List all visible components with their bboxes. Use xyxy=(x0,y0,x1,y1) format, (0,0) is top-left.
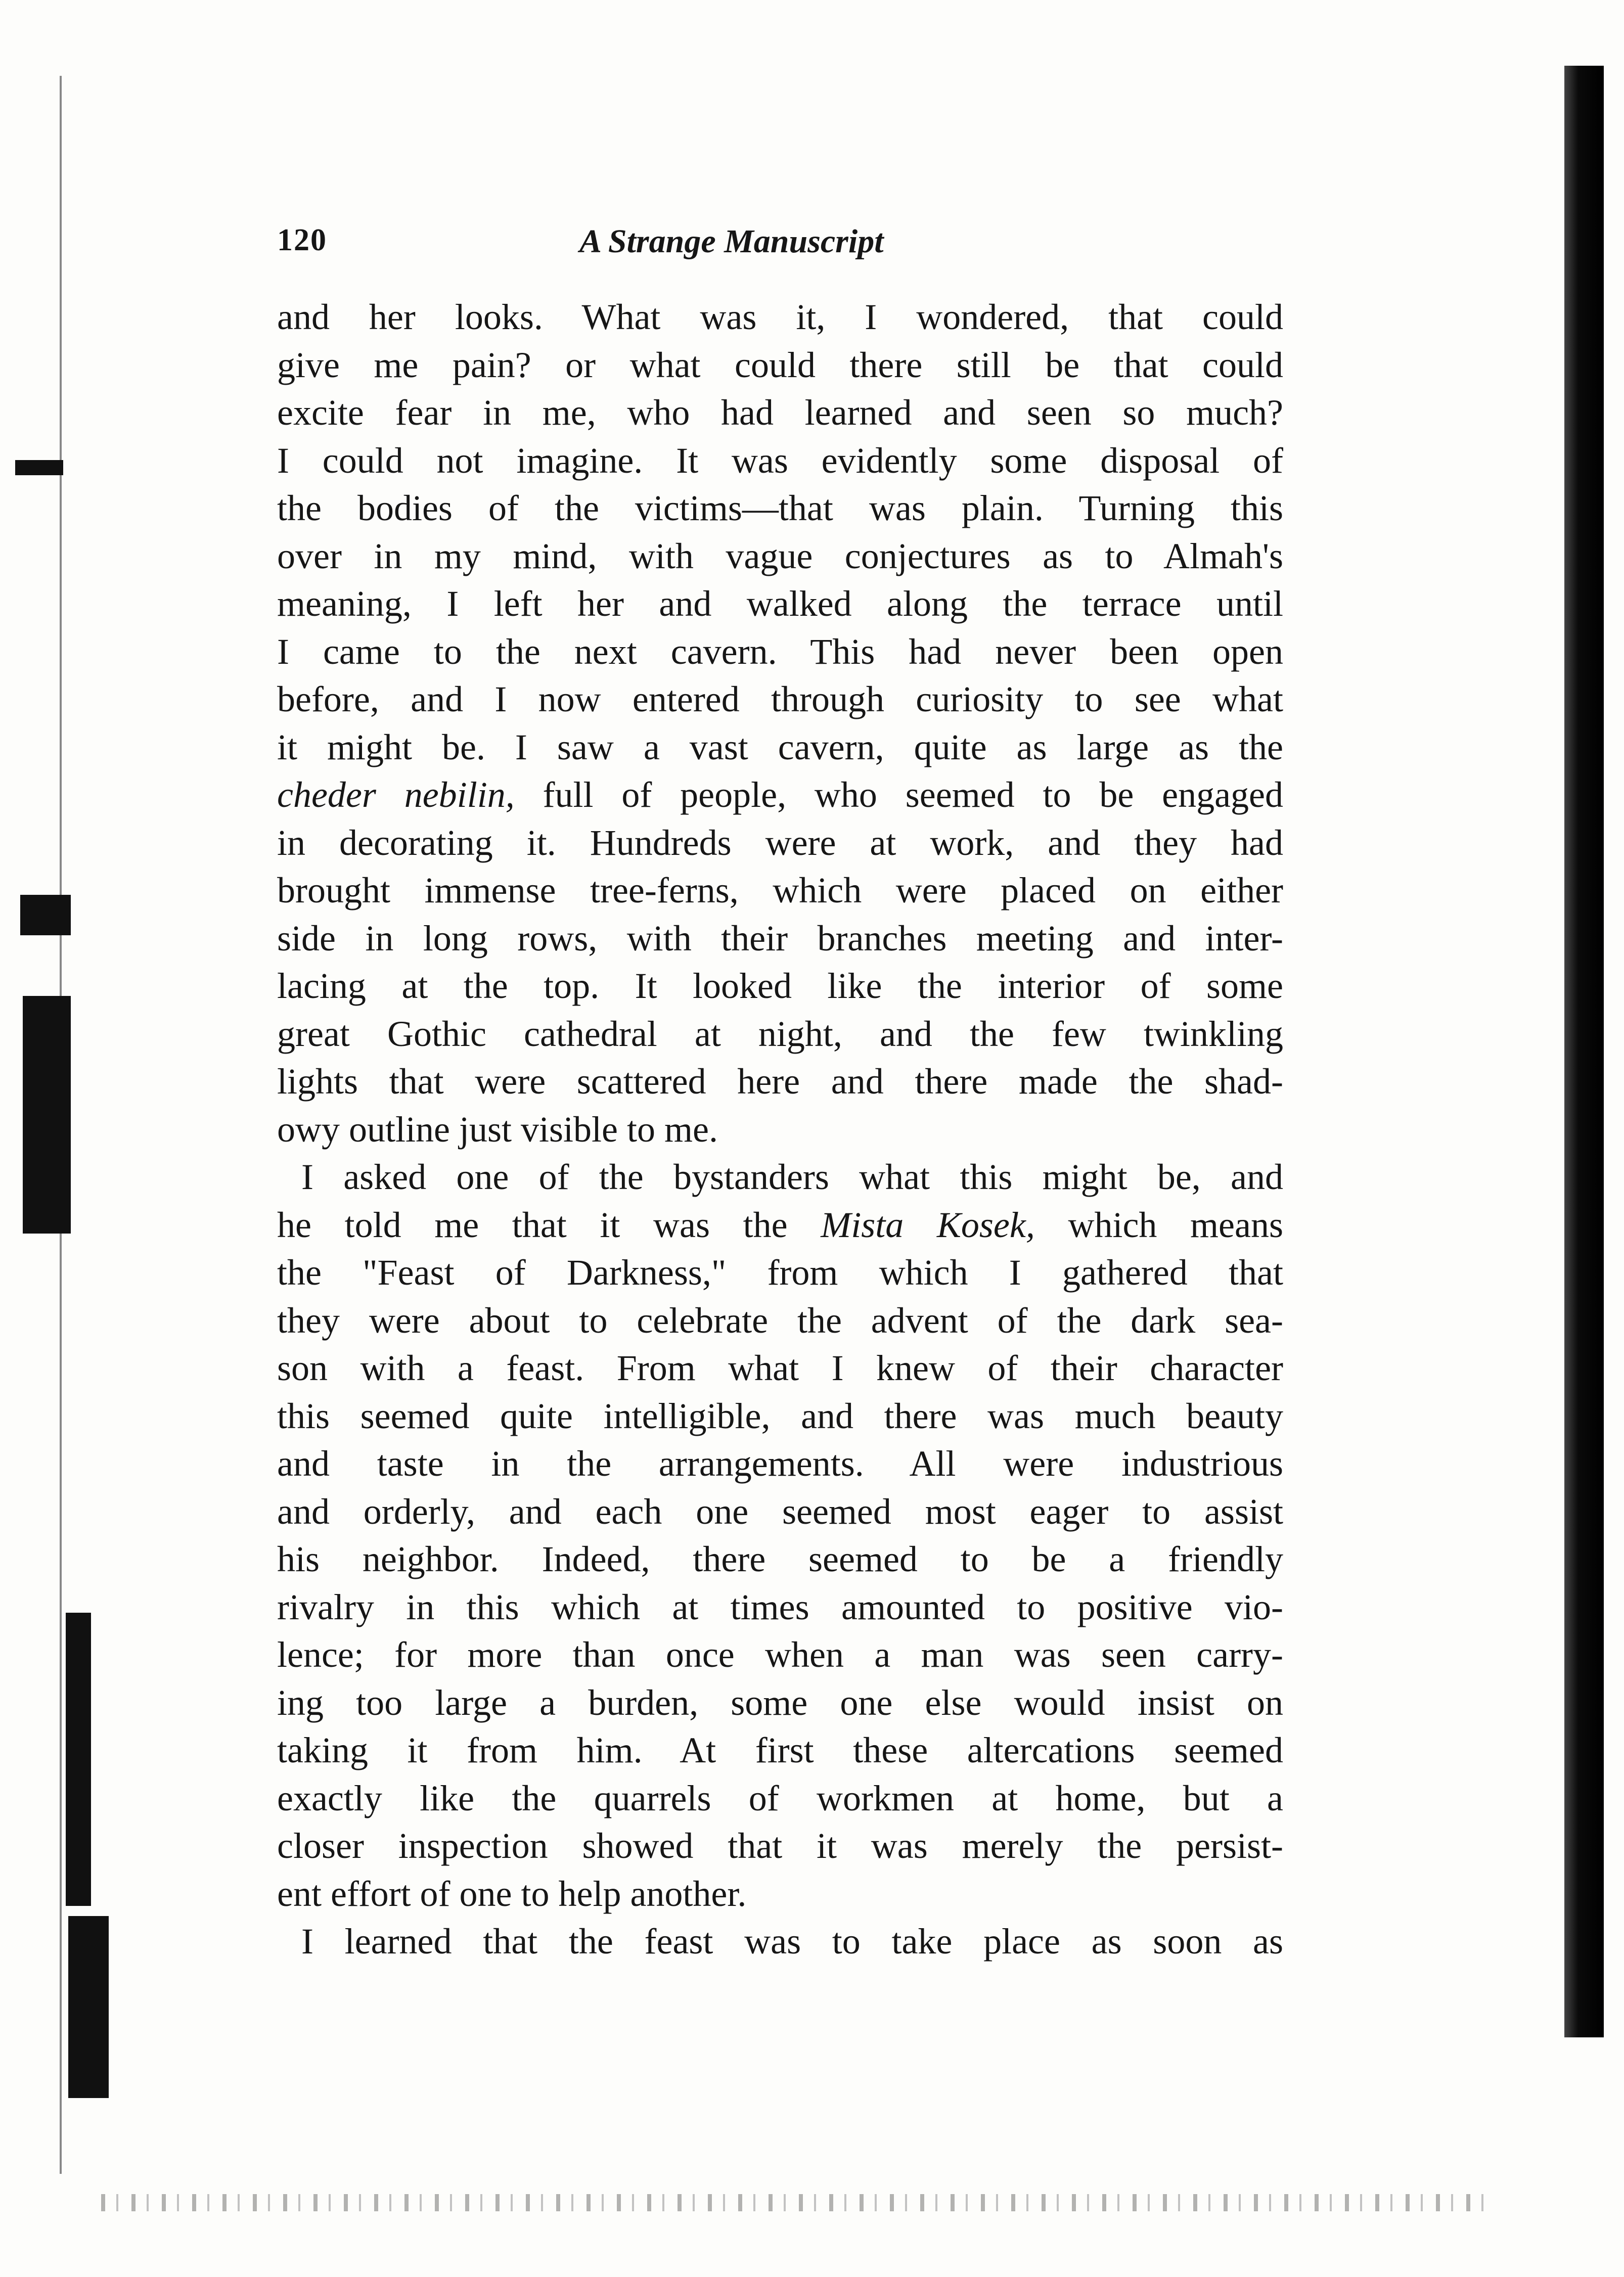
text-line: ent effort of one to help another. xyxy=(277,1873,747,1914)
scan-margin-mark xyxy=(15,460,63,475)
text-line: they were about to celebrate the advent of the dark sea- xyxy=(277,1300,1283,1341)
text-line: I could not imagine. It was evidently some disposal of xyxy=(277,440,1283,481)
text-line: and taste in the arrangements. All were industrious xyxy=(277,1443,1283,1484)
text-run: he told me that it was the xyxy=(277,1204,821,1245)
text-line: his neighbor. Indeed, there seemed to be a friendly xyxy=(277,1539,1283,1579)
text-line: and her looks. What was it, I wondered, that could xyxy=(277,297,1283,337)
text-line: and orderly, and each one seemed most eager to assist xyxy=(277,1491,1283,1532)
text-line xyxy=(277,1201,1283,1249)
text-line: over in my mind, with vague conjectures as to Almah's xyxy=(277,535,1283,576)
text-line: brought immense tree-ferns, which were placed on either xyxy=(277,870,1283,910)
scan-margin-mark xyxy=(66,1613,91,1906)
text-run: full of people, who seemed to be engaged xyxy=(514,775,1283,815)
text-line: lacing at the top. It looked like the interior of some xyxy=(277,966,1283,1006)
scan-margin-mark xyxy=(23,996,71,1234)
text-line: lence; for more than once when a man was seen carry- xyxy=(277,1634,1283,1675)
scan-margin-mark xyxy=(68,1916,109,2098)
text-line: give me pain? or what could there still be that could xyxy=(277,344,1283,385)
text-line: closer inspection showed that it was merely the persist- xyxy=(277,1826,1283,1866)
text-line: before, and I now entered through curiosity to see what xyxy=(277,679,1283,719)
text-line: meaning, I left her and walked along the terrace until xyxy=(277,583,1283,624)
scan-margin-mark xyxy=(20,895,71,935)
scan-binding-edge xyxy=(1564,66,1604,2037)
italic-term: Mista Kosek, xyxy=(821,1204,1035,1245)
text-line: I came to the next cavern. This had never been open xyxy=(277,631,1283,672)
text-line: son with a feast. From what I knew of their character xyxy=(277,1348,1283,1388)
text-line: it might be. I saw a vast cavern, quite as large as the xyxy=(277,726,1283,767)
text-line: side in long rows, with their branches meeting and inter- xyxy=(277,918,1283,959)
running-title: A Strange Manuscript xyxy=(579,223,884,260)
text-line: I asked one of the bystanders what this might be, and xyxy=(301,1157,1283,1197)
italic-term: cheder nebilin, xyxy=(277,775,515,815)
body-text xyxy=(277,293,1283,1966)
text-line: lights that were scattered here and there made the shad- xyxy=(277,1061,1283,1102)
page-header xyxy=(277,222,1278,268)
text-line: the bodies of the victims—that was plain. Turning this xyxy=(277,488,1283,528)
text-line: the "Feast of Darkness," from which I gathered that xyxy=(277,1252,1283,1293)
text-line: excite fear in me, who had learned and seen so much? xyxy=(277,392,1283,433)
text-line: in decorating it. Hundreds were at work, and they had xyxy=(277,822,1283,863)
text-line: rivalry in this which at times amounted to positive vio- xyxy=(277,1586,1283,1627)
text-line: exactly like the quarrels of workmen at home, but a xyxy=(277,1778,1283,1818)
scan-bottom-noise xyxy=(101,2194,1497,2211)
text-line: this seemed quite intelligible, and there was much beauty xyxy=(277,1395,1283,1436)
text-line xyxy=(277,771,1283,819)
text-line: great Gothic cathedral at night, and the few twinkling xyxy=(277,1013,1283,1054)
text-line: taking it from him. At first these altercations seemed xyxy=(277,1730,1283,1770)
text-line: owy outline just visible to me. xyxy=(277,1109,718,1150)
text-line: I learned that the feast was to take place as soon as xyxy=(301,1921,1283,1962)
text-line: ing too large a burden, some one else would insist on xyxy=(277,1682,1283,1723)
text-run: which means xyxy=(1034,1204,1283,1245)
page-number: 120 xyxy=(277,223,327,257)
